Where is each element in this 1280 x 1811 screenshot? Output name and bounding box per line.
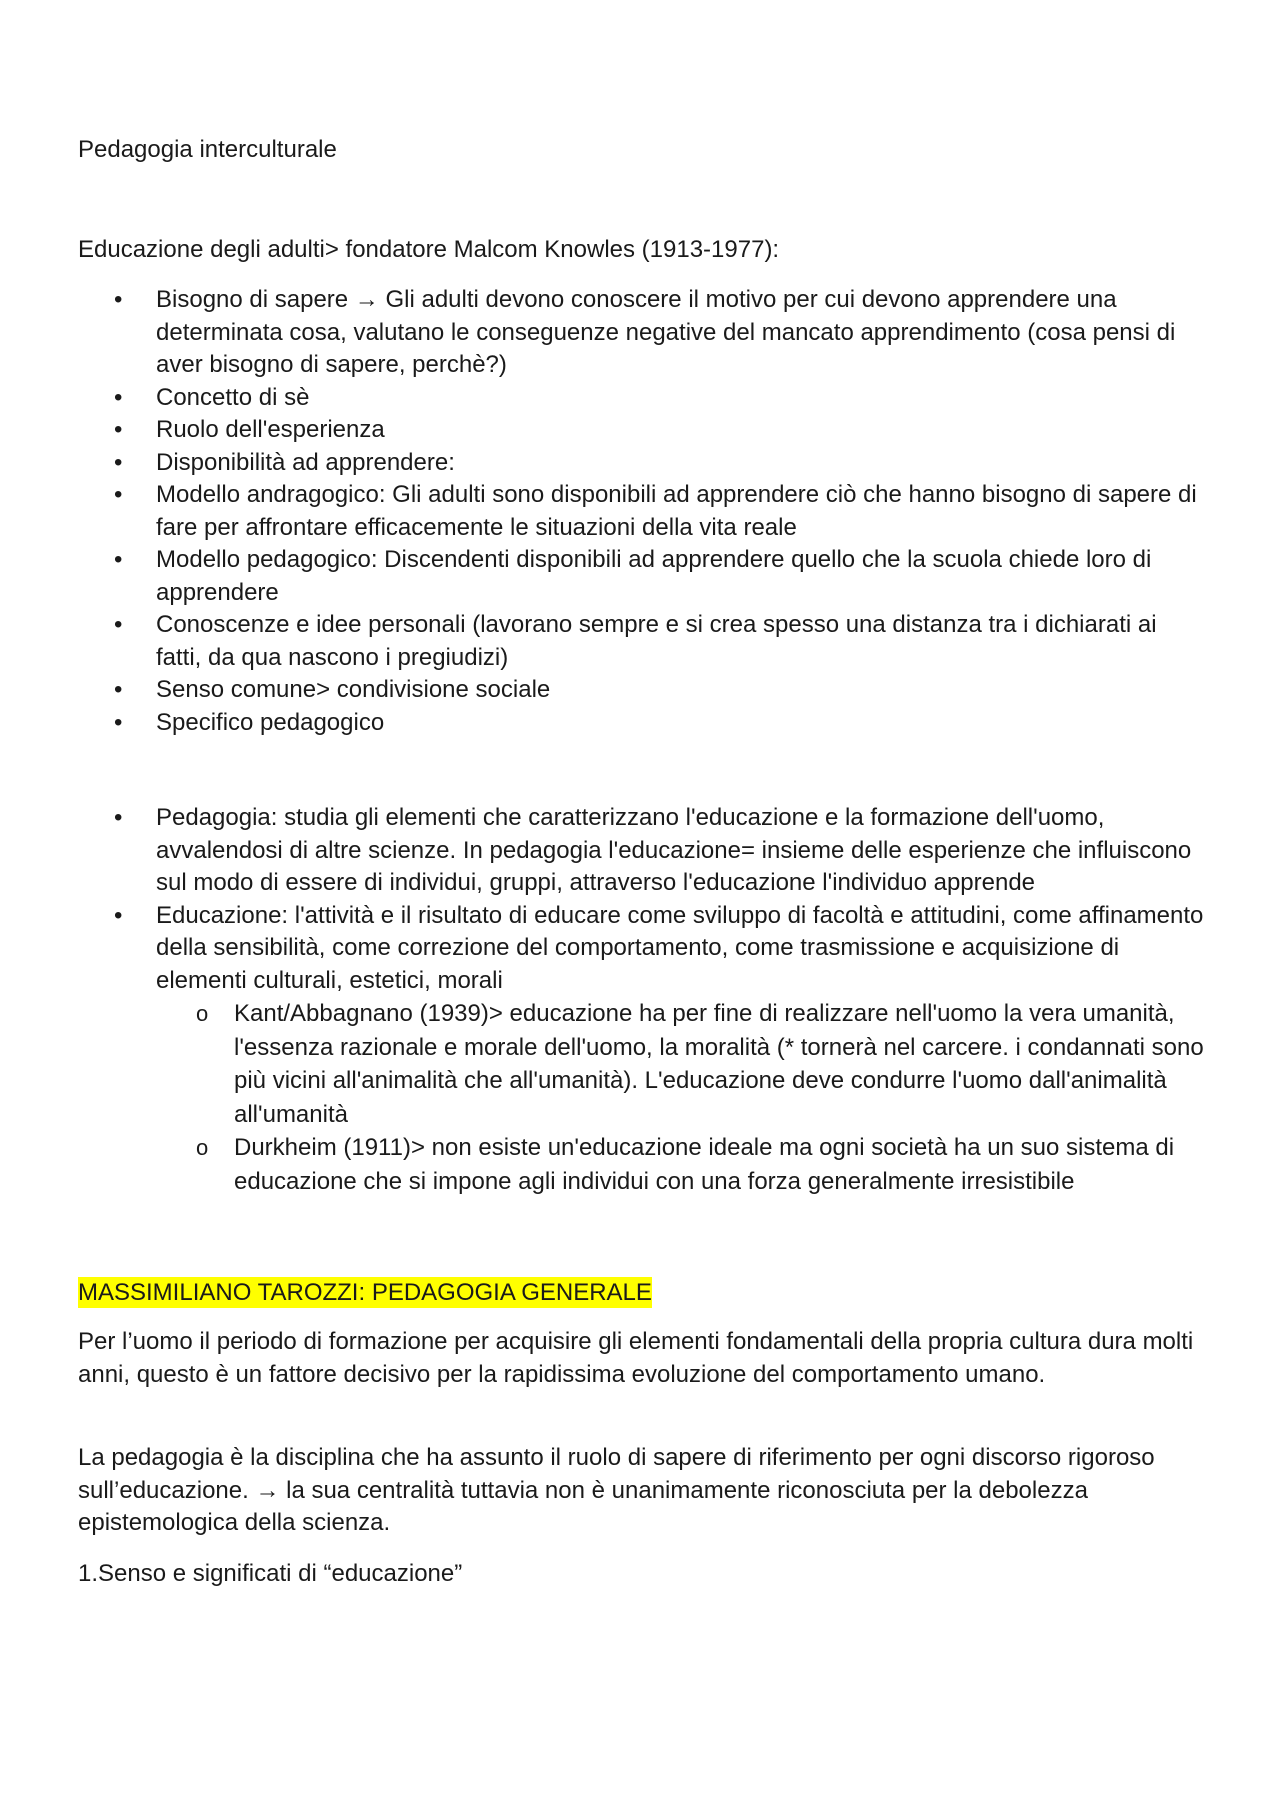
list-item-text: Pedagogia: studia gli elementi che caratterizzano l'educazione e la formazione dell'uomo, avvalendosi di altre scienze. In pedagogia l'educazione= insieme delle esperienze che influiscono sul modo di essere di individui, gruppi, attraverso l'educazione l'individuo apprende xyxy=(156,804,1192,896)
document-title: Pedagogia interculturale xyxy=(78,136,337,163)
definitions-list xyxy=(78,802,1208,1198)
list-item-text: Educazione: l'attività e il risultato di educare come sviluppo di facoltà e attitudini, come affinamento della sensibilità, come correzione del comportamento, come trasmissione e acquisizione di elementi culturali, estetici, morali xyxy=(156,901,1204,994)
sublist-item-kant: o Kant/Abbagnano (1939)> educazione ha per fine di realizzare nell'uomo la vera umanità, l'essenza razionale e morale dell'uomo, la moralità (* tornerà nel carcere. i condannati sono più vicini all'animalità che all'umanità). L'educazione deve condurre l'uomo dall'animalità all'umanità xyxy=(156,997,1208,1131)
list-item: • Ruolo dell'esperienza xyxy=(78,414,1208,447)
list-item: • Disponibilità ad apprendere: xyxy=(78,447,1208,480)
list-item: • Bisogno di sapere → Gli adulti devono conoscere il motivo per cui devono apprendere una determinata cosa, valutano le conseguenze negative del mancato apprendimento (cosa pensi di aver bisogno di sapere, perchè?) xyxy=(78,284,1208,382)
adult-education-intro: Educazione degli adulti> fondatore Malcom Knowles (1913-1977): xyxy=(78,236,780,263)
knowles-principles-list xyxy=(78,284,1208,739)
list-item: • Conoscenze e idee personali (lavorano sempre e si crea spesso una distanza tra i dichiarati ai fatti, da qua nascono i pregiudizi) xyxy=(78,609,1208,674)
highlighted-heading-text: MASSIMILIANO TAROZZI: PEDAGOGIA GENERALE xyxy=(78,1279,652,1306)
list-item: • Concetto di sè xyxy=(78,382,1208,415)
list-item: • Senso comune> condivisione sociale xyxy=(78,674,1208,707)
highlighted-heading xyxy=(78,1277,652,1310)
paragraph-formation: Per l’uomo il periodo di formazione per acquisire gli elementi fondamentali della propria cultura dura molti anni, questo è un fattore decisivo per la rapidissima evoluzione del comportamento umano. xyxy=(78,1328,1194,1388)
paragraph-discipline: La pedagogia è la disciplina che ha assunto il ruolo di sapere di riferimento per ogni discorso rigoroso sull’educazione. → la sua centralità tuttavia non è unanimamente riconosciuta per la debolezza epistemologica della scienza. xyxy=(78,1444,1155,1536)
educazione-sublist xyxy=(156,997,1208,1198)
sublist-item-durkheim: o Durkheim (1911)> non esiste un'educazione ideale ma ogni società ha un suo sistema di educazione che si impone agli individui con una forza generalmente irresistibile xyxy=(156,1131,1208,1198)
list-item: • Specifico pedagogico xyxy=(78,707,1208,740)
list-item: • Modello andragogico: Gli adulti sono disponibili ad apprendere ciò che hanno bisogno di sapere di fare per affrontare efficacemente le situazioni della vita reale xyxy=(78,479,1208,544)
list-item-educazione xyxy=(78,900,1208,1199)
section-heading-senso: 1.Senso e significati di “educazione” xyxy=(78,1560,463,1587)
list-item-pedagogia xyxy=(78,802,1208,900)
list-item: • Modello pedagogico: Discendenti disponibili ad apprendere quello che la scuola chiede loro di apprendere xyxy=(78,544,1208,609)
